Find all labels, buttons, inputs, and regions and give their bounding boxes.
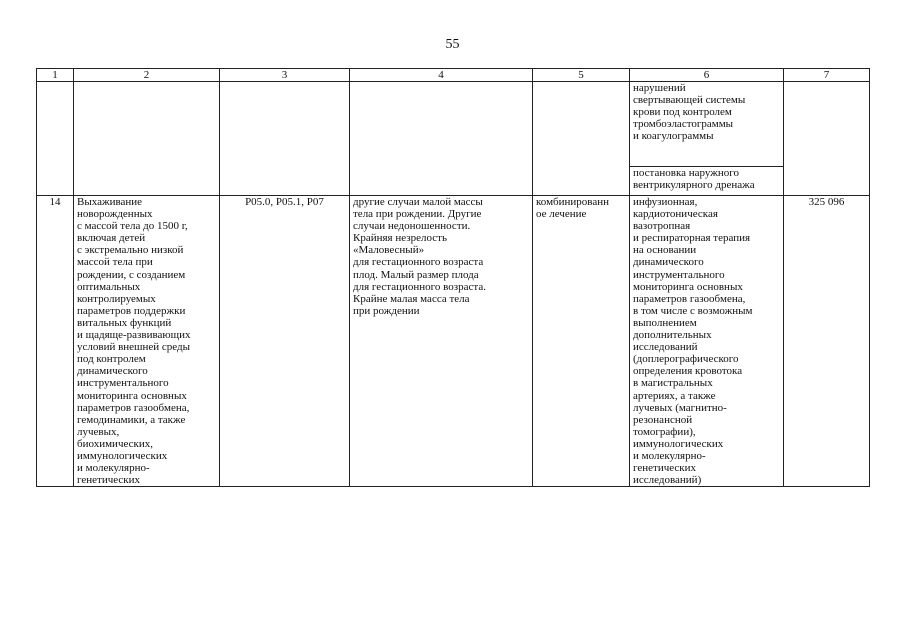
table-row	[37, 196, 870, 487]
empty-cell	[784, 82, 870, 196]
column-number-row	[37, 69, 870, 82]
column-number: 4	[350, 69, 533, 82]
service-name: Выхаживание новорожденных с массой тела до 1500 г, включая детей с экстремально низкой массой тела при рождении, с созданием оптимальных контролируемых параметров поддержки витальных функций и щадяще-развивающих условий внешней среды под контролем динамического инструментального мониторинга основных параметров газообмена, гемодинамики, а также лучевых, биохимических, иммунологических и молекулярно- генетических	[74, 196, 220, 487]
cost-value: 325 096	[784, 196, 870, 487]
page-number: 55	[445, 37, 460, 52]
diagnosis-codes: P05.0, P05.1, P07	[220, 196, 350, 487]
empty-cell	[220, 82, 350, 196]
treatment-method: инфузионная, кардиотоническая вазотропная и респираторная терапия на основании динамического инструментального мониторинга основных параметров газообмена, в том числе с возможным выполнением дополнительных исследований (доплерографического определения кровотока в магистральных артериях, а также лучевых (магнитно- резонансной томографии), иммунологических и молекулярно- генетических исследований)	[630, 196, 784, 487]
treatment-type: комбинированн ое лечение	[533, 196, 630, 487]
column-number: 6	[630, 69, 784, 82]
empty-cell	[533, 82, 630, 196]
empty-cell	[74, 82, 220, 196]
column-number: 5	[533, 69, 630, 82]
empty-cell	[350, 82, 533, 196]
empty-cell	[37, 82, 74, 196]
column-number: 7	[784, 69, 870, 82]
column-number: 1	[37, 69, 74, 82]
column-number: 2	[74, 69, 220, 82]
column-number: 3	[220, 69, 350, 82]
row-number: 14	[37, 196, 74, 487]
patient-model: другие случаи малой массы тела при рождении. Другие случаи недоношенности. Крайняя незрелость «Маловесный» для гестационного возраста плод. Малый размер плода для гестационного возраста. Крайне малая масса тела при рождении	[350, 196, 533, 487]
service-table	[36, 68, 870, 487]
method-cell: постановка наружного вентрикулярного дренажа	[630, 167, 784, 196]
method-cell: нарушений свертывающей системы крови под контролем тромбоэластограммы и коагулограммы	[630, 82, 784, 167]
continuation-row	[37, 82, 870, 167]
